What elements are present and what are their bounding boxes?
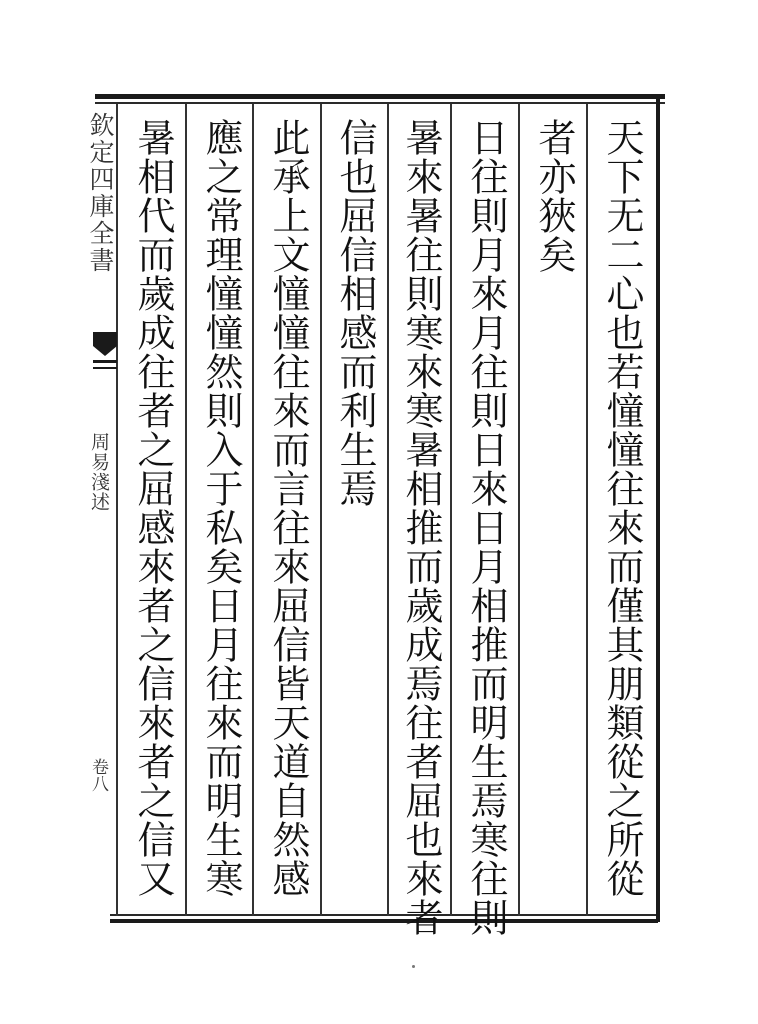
- text-column-3: 日往則月來月往則日來日月相推而明生焉寒往則: [464, 118, 508, 937]
- top-border-thin: [95, 102, 665, 104]
- text-column-6: 此承上文憧憧往來而言往來屈信皆天道自然感: [266, 118, 310, 898]
- fishtail-icon: [93, 332, 117, 376]
- text-column-8: 暑相代而歲成往者之屈感來者之信來者之信又: [131, 118, 175, 898]
- work-title: 周易淺述: [88, 432, 110, 512]
- column-divider: [586, 104, 588, 916]
- paper-speck: [412, 965, 415, 968]
- juan-label: 卷八: [88, 758, 108, 792]
- right-border: [656, 96, 660, 922]
- text-column-7: 應之常理憧憧然則入于私矣日月往來而明生寒: [199, 118, 243, 898]
- bottom-border-thick: [110, 919, 658, 923]
- text-column-1: 天下无二心也若憧憧往來而僅其朋類從之所從: [600, 118, 644, 898]
- bottom-border-thin: [110, 914, 658, 916]
- column-divider: [185, 104, 187, 916]
- book-title: 欽定四庫全書: [86, 112, 115, 274]
- column-divider: [116, 104, 118, 916]
- column-divider: [518, 104, 520, 916]
- text-column-2: 者亦狹矣: [532, 118, 576, 274]
- column-divider: [387, 104, 389, 916]
- text-column-5: 信也屈信相感而利生焉: [333, 118, 377, 508]
- top-border-thick: [95, 94, 665, 99]
- column-divider: [252, 104, 254, 916]
- column-divider: [320, 104, 322, 916]
- column-divider: [450, 104, 452, 916]
- text-column-4: 暑來暑往則寒來寒暑相推而歲成焉往者屈也來者: [399, 118, 443, 937]
